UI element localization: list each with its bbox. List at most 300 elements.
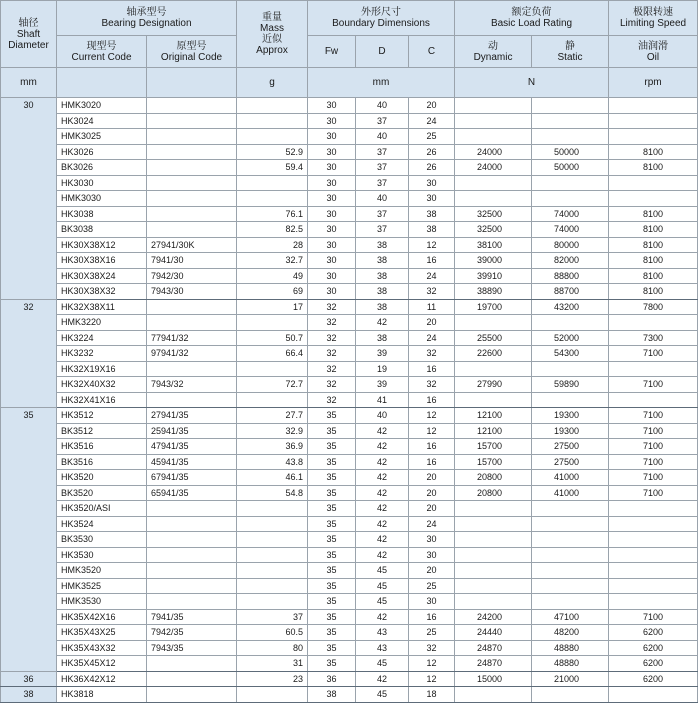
- mass-cell: 72.7: [237, 377, 308, 393]
- mass-cell: 59.4: [237, 160, 308, 176]
- d-cell: 38: [356, 299, 409, 315]
- limiting-speed-cell: 7100: [609, 423, 698, 439]
- d-cell: 42: [356, 423, 409, 439]
- limiting-speed-cell: 8100: [609, 144, 698, 160]
- dynamic-load-cell: 39910: [455, 268, 532, 284]
- mass-cell: [237, 547, 308, 563]
- d-cell: 42: [356, 547, 409, 563]
- mass-cell: [237, 687, 308, 703]
- d-cell: 43: [356, 625, 409, 641]
- original-code-cell: [147, 671, 237, 687]
- c-cell: 38: [409, 222, 455, 238]
- dynamic-load-cell: [455, 501, 532, 517]
- table-row: [1, 237, 698, 253]
- table-row: [1, 206, 698, 222]
- header-dynamic: 动 Dynamic: [455, 36, 532, 68]
- mass-cell: 23: [237, 671, 308, 687]
- header-d: D: [356, 36, 409, 68]
- c-cell: 12: [409, 656, 455, 672]
- d-cell: 37: [356, 222, 409, 238]
- current-code-cell: HK3530: [57, 547, 147, 563]
- limiting-speed-cell: [609, 361, 698, 377]
- current-code-cell: HMK3220: [57, 315, 147, 331]
- c-cell: 30: [409, 175, 455, 191]
- c-cell: 30: [409, 191, 455, 207]
- c-cell: 32: [409, 640, 455, 656]
- current-code-cell: HK35X42X16: [57, 609, 147, 625]
- current-code-cell: HK36X42X12: [57, 671, 147, 687]
- fw-cell: 36: [308, 671, 356, 687]
- original-code-cell: [147, 392, 237, 408]
- table-row: [1, 439, 698, 455]
- fw-cell: 35: [308, 454, 356, 470]
- dynamic-load-cell: 32500: [455, 222, 532, 238]
- mass-cell: 46.1: [237, 470, 308, 486]
- dynamic-load-cell: [455, 392, 532, 408]
- mass-cell: [237, 98, 308, 114]
- original-code-cell: 7943/30: [147, 284, 237, 300]
- d-cell: 43: [356, 640, 409, 656]
- table-row: [1, 501, 698, 517]
- static-load-cell: [532, 594, 609, 610]
- dynamic-load-cell: 15700: [455, 454, 532, 470]
- current-code-cell: HK32X41X16: [57, 392, 147, 408]
- mass-cell: 80: [237, 640, 308, 656]
- dynamic-load-cell: [455, 594, 532, 610]
- fw-cell: 30: [308, 175, 356, 191]
- dynamic-load-cell: 24870: [455, 656, 532, 672]
- table-row: [1, 547, 698, 563]
- original-code-cell: 7941/35: [147, 609, 237, 625]
- fw-cell: 35: [308, 578, 356, 594]
- header-original-code: 原型号 Original Code: [147, 36, 237, 68]
- original-code-cell: 65941/35: [147, 485, 237, 501]
- dynamic-load-cell: 24200: [455, 609, 532, 625]
- current-code-cell: HK3232: [57, 346, 147, 362]
- static-load-cell: 88700: [532, 284, 609, 300]
- static-load-cell: [532, 392, 609, 408]
- c-cell: 24: [409, 268, 455, 284]
- c-cell: 24: [409, 330, 455, 346]
- static-load-cell: [532, 191, 609, 207]
- mass-cell: 17: [237, 299, 308, 315]
- table-row: [1, 609, 698, 625]
- d-cell: 42: [356, 671, 409, 687]
- fw-cell: 35: [308, 656, 356, 672]
- limiting-speed-cell: [609, 129, 698, 145]
- static-load-cell: 27500: [532, 454, 609, 470]
- c-cell: 16: [409, 361, 455, 377]
- table-row: [1, 454, 698, 470]
- mass-cell: 50.7: [237, 330, 308, 346]
- header-unit-n: N: [455, 68, 609, 98]
- dynamic-load-cell: 32500: [455, 206, 532, 222]
- c-cell: 20: [409, 98, 455, 114]
- static-load-cell: 48880: [532, 640, 609, 656]
- current-code-cell: BK3530: [57, 532, 147, 548]
- c-cell: 26: [409, 144, 455, 160]
- dynamic-load-cell: 24440: [455, 625, 532, 641]
- c-cell: 25: [409, 129, 455, 145]
- d-cell: 45: [356, 563, 409, 579]
- header-designation: 轴承型号 Bearing Designation: [57, 1, 237, 36]
- limiting-speed-cell: [609, 563, 698, 579]
- limiting-speed-cell: [609, 175, 698, 191]
- fw-cell: 30: [308, 206, 356, 222]
- header-unit-mm: mm: [1, 68, 57, 98]
- static-load-cell: 59890: [532, 377, 609, 393]
- mass-cell: [237, 191, 308, 207]
- table-row: [1, 268, 698, 284]
- d-cell: 38: [356, 268, 409, 284]
- limiting-speed-cell: 6200: [609, 671, 698, 687]
- original-code-cell: 77941/32: [147, 330, 237, 346]
- original-code-cell: [147, 222, 237, 238]
- d-cell: 45: [356, 656, 409, 672]
- limiting-speed-cell: [609, 501, 698, 517]
- c-cell: 24: [409, 113, 455, 129]
- mass-cell: [237, 516, 308, 532]
- d-cell: 42: [356, 470, 409, 486]
- mass-cell: 66.4: [237, 346, 308, 362]
- dynamic-load-cell: [455, 98, 532, 114]
- d-cell: 40: [356, 191, 409, 207]
- d-cell: 37: [356, 175, 409, 191]
- limiting-speed-cell: 6200: [609, 640, 698, 656]
- c-cell: 25: [409, 578, 455, 594]
- dynamic-load-cell: [455, 547, 532, 563]
- original-code-cell: [147, 361, 237, 377]
- dynamic-load-cell: [455, 129, 532, 145]
- dynamic-load-cell: 22600: [455, 346, 532, 362]
- limiting-speed-cell: [609, 392, 698, 408]
- fw-cell: 35: [308, 501, 356, 517]
- fw-cell: 35: [308, 516, 356, 532]
- table-row: [1, 671, 698, 687]
- limiting-speed-cell: 7100: [609, 454, 698, 470]
- current-code-cell: HK3512: [57, 408, 147, 424]
- limiting-speed-cell: [609, 315, 698, 331]
- c-cell: 16: [409, 439, 455, 455]
- table-row: [1, 315, 698, 331]
- limiting-speed-cell: 7100: [609, 408, 698, 424]
- static-load-cell: [532, 547, 609, 563]
- dynamic-load-cell: 25500: [455, 330, 532, 346]
- static-load-cell: 43200: [532, 299, 609, 315]
- current-code-cell: HK32X38X11: [57, 299, 147, 315]
- limiting-speed-cell: 8100: [609, 222, 698, 238]
- mass-cell: 37: [237, 609, 308, 625]
- limiting-speed-cell: 6200: [609, 625, 698, 641]
- limiting-speed-cell: 7100: [609, 377, 698, 393]
- d-cell: 38: [356, 237, 409, 253]
- fw-cell: 30: [308, 129, 356, 145]
- limiting-speed-cell: 7100: [609, 609, 698, 625]
- fw-cell: 35: [308, 485, 356, 501]
- original-code-cell: 27941/30K: [147, 237, 237, 253]
- header-current-code: 现型号 Current Code: [57, 36, 147, 68]
- dynamic-load-cell: [455, 191, 532, 207]
- table-row: [1, 640, 698, 656]
- table-row: [1, 222, 698, 238]
- static-load-cell: 27500: [532, 439, 609, 455]
- c-cell: 24: [409, 516, 455, 532]
- c-cell: 16: [409, 253, 455, 269]
- table-row: [1, 160, 698, 176]
- fw-cell: 35: [308, 532, 356, 548]
- limiting-speed-cell: 8100: [609, 206, 698, 222]
- current-code-cell: HK3520: [57, 470, 147, 486]
- current-code-cell: BK3512: [57, 423, 147, 439]
- original-code-cell: 67941/35: [147, 470, 237, 486]
- header-static: 静 Static: [532, 36, 609, 68]
- original-code-cell: [147, 206, 237, 222]
- original-code-cell: [147, 594, 237, 610]
- dynamic-load-cell: [455, 516, 532, 532]
- c-cell: 32: [409, 346, 455, 362]
- current-code-cell: HMK3025: [57, 129, 147, 145]
- current-code-cell: HK30X38X32: [57, 284, 147, 300]
- dynamic-load-cell: 15700: [455, 439, 532, 455]
- c-cell: 30: [409, 532, 455, 548]
- current-code-cell: HK3038: [57, 206, 147, 222]
- current-code-cell: HK30X38X24: [57, 268, 147, 284]
- static-load-cell: 21000: [532, 671, 609, 687]
- header-unit-blank: [57, 68, 147, 98]
- table-row: [1, 470, 698, 486]
- dynamic-load-cell: 19700: [455, 299, 532, 315]
- current-code-cell: HK32X40X32: [57, 377, 147, 393]
- current-code-cell: HK30X38X16: [57, 253, 147, 269]
- original-code-cell: 97941/32: [147, 346, 237, 362]
- current-code-cell: HMK3020: [57, 98, 147, 114]
- c-cell: 12: [409, 671, 455, 687]
- fw-cell: 32: [308, 299, 356, 315]
- fw-cell: 32: [308, 377, 356, 393]
- mass-cell: [237, 532, 308, 548]
- static-load-cell: 52000: [532, 330, 609, 346]
- d-cell: 42: [356, 439, 409, 455]
- fw-cell: 35: [308, 609, 356, 625]
- fw-cell: 35: [308, 563, 356, 579]
- static-load-cell: [532, 563, 609, 579]
- c-cell: 20: [409, 315, 455, 331]
- static-load-cell: 19300: [532, 423, 609, 439]
- c-cell: 32: [409, 284, 455, 300]
- limiting-speed-cell: 8100: [609, 160, 698, 176]
- current-code-cell: HK3026: [57, 144, 147, 160]
- static-load-cell: 41000: [532, 470, 609, 486]
- limiting-speed-cell: 7800: [609, 299, 698, 315]
- dynamic-load-cell: 24870: [455, 640, 532, 656]
- d-cell: 40: [356, 98, 409, 114]
- d-cell: 45: [356, 594, 409, 610]
- mass-cell: [237, 361, 308, 377]
- c-cell: 30: [409, 594, 455, 610]
- c-cell: 20: [409, 563, 455, 579]
- fw-cell: 30: [308, 160, 356, 176]
- mass-cell: [237, 315, 308, 331]
- mass-cell: [237, 129, 308, 145]
- header-oil: 油润滑 Oil: [609, 36, 698, 68]
- mass-cell: 32.7: [237, 253, 308, 269]
- static-load-cell: 80000: [532, 237, 609, 253]
- limiting-speed-cell: 7100: [609, 346, 698, 362]
- table-row: [1, 578, 698, 594]
- mass-cell: [237, 113, 308, 129]
- fw-cell: 35: [308, 423, 356, 439]
- table-row: [1, 485, 698, 501]
- c-cell: 20: [409, 501, 455, 517]
- fw-cell: 35: [308, 547, 356, 563]
- table-row: [1, 330, 698, 346]
- header-fw: Fw: [308, 36, 356, 68]
- table-row: [1, 346, 698, 362]
- current-code-cell: HK3030: [57, 175, 147, 191]
- current-code-cell: HK30X38X12: [57, 237, 147, 253]
- dynamic-load-cell: 15000: [455, 671, 532, 687]
- shaft-diameter-cell: 32: [1, 299, 57, 408]
- dynamic-load-cell: 38100: [455, 237, 532, 253]
- original-code-cell: 25941/35: [147, 423, 237, 439]
- d-cell: 40: [356, 129, 409, 145]
- d-cell: 42: [356, 609, 409, 625]
- mass-cell: 69: [237, 284, 308, 300]
- d-cell: 42: [356, 516, 409, 532]
- limiting-speed-cell: 7100: [609, 485, 698, 501]
- fw-cell: 32: [308, 392, 356, 408]
- d-cell: 42: [356, 454, 409, 470]
- limiting-speed-cell: [609, 113, 698, 129]
- limiting-speed-cell: [609, 594, 698, 610]
- fw-cell: 35: [308, 640, 356, 656]
- header-mass: 重量 Mass 近似 Approx: [237, 1, 308, 68]
- original-code-cell: 27941/35: [147, 408, 237, 424]
- mass-cell: [237, 175, 308, 191]
- static-load-cell: 50000: [532, 160, 609, 176]
- limiting-speed-cell: 8100: [609, 284, 698, 300]
- dynamic-load-cell: 12100: [455, 423, 532, 439]
- original-code-cell: [147, 547, 237, 563]
- d-cell: 42: [356, 501, 409, 517]
- fw-cell: 32: [308, 330, 356, 346]
- original-code-cell: [147, 98, 237, 114]
- dynamic-load-cell: [455, 175, 532, 191]
- c-cell: 38: [409, 206, 455, 222]
- dynamic-load-cell: [455, 687, 532, 703]
- limiting-speed-cell: 6200: [609, 656, 698, 672]
- dynamic-load-cell: [455, 113, 532, 129]
- dynamic-load-cell: [455, 315, 532, 331]
- table-row: [1, 253, 698, 269]
- dynamic-load-cell: 39000: [455, 253, 532, 269]
- current-code-cell: BK3520: [57, 485, 147, 501]
- current-code-cell: HK3516: [57, 439, 147, 455]
- d-cell: 39: [356, 346, 409, 362]
- mass-cell: 31: [237, 656, 308, 672]
- d-cell: 37: [356, 160, 409, 176]
- original-code-cell: [147, 315, 237, 331]
- original-code-cell: [147, 299, 237, 315]
- current-code-cell: HMK3530: [57, 594, 147, 610]
- header-unit-blank: [147, 68, 237, 98]
- c-cell: 16: [409, 609, 455, 625]
- current-code-cell: BK3516: [57, 454, 147, 470]
- dynamic-load-cell: 20800: [455, 485, 532, 501]
- static-load-cell: [532, 175, 609, 191]
- c-cell: 26: [409, 160, 455, 176]
- header-dimensions: 外形尺寸 Boundary Dimensions: [308, 1, 455, 36]
- original-code-cell: 45941/35: [147, 454, 237, 470]
- fw-cell: 35: [308, 625, 356, 641]
- fw-cell: 30: [308, 222, 356, 238]
- table-row: [1, 656, 698, 672]
- static-load-cell: 88800: [532, 268, 609, 284]
- fw-cell: 30: [308, 237, 356, 253]
- table-row: [1, 191, 698, 207]
- table-row: [1, 377, 698, 393]
- mass-cell: [237, 594, 308, 610]
- d-cell: 40: [356, 408, 409, 424]
- limiting-speed-cell: [609, 191, 698, 207]
- original-code-cell: [147, 501, 237, 517]
- fw-cell: 30: [308, 253, 356, 269]
- mass-cell: 54.8: [237, 485, 308, 501]
- current-code-cell: HK32X19X16: [57, 361, 147, 377]
- d-cell: 45: [356, 687, 409, 703]
- static-load-cell: 47100: [532, 609, 609, 625]
- static-load-cell: 74000: [532, 206, 609, 222]
- fw-cell: 30: [308, 268, 356, 284]
- d-cell: 37: [356, 113, 409, 129]
- c-cell: 12: [409, 423, 455, 439]
- dynamic-load-cell: 24000: [455, 160, 532, 176]
- fw-cell: 35: [308, 470, 356, 486]
- fw-cell: 35: [308, 439, 356, 455]
- table-row: [1, 594, 698, 610]
- mass-cell: 32.9: [237, 423, 308, 439]
- c-cell: 12: [409, 237, 455, 253]
- dynamic-load-cell: [455, 563, 532, 579]
- mass-cell: 36.9: [237, 439, 308, 455]
- current-code-cell: HK35X43X32: [57, 640, 147, 656]
- table-row: [1, 175, 698, 191]
- mass-cell: [237, 563, 308, 579]
- mass-cell: 43.8: [237, 454, 308, 470]
- current-code-cell: HMK3525: [57, 578, 147, 594]
- dynamic-load-cell: 24000: [455, 144, 532, 160]
- table-row: [1, 408, 698, 424]
- current-code-cell: HK3024: [57, 113, 147, 129]
- d-cell: 42: [356, 532, 409, 548]
- header-limiting-speed: 极限转速 Limiting Speed: [609, 1, 698, 36]
- d-cell: 19: [356, 361, 409, 377]
- limiting-speed-cell: 7100: [609, 470, 698, 486]
- table-row: [1, 144, 698, 160]
- original-code-cell: [147, 563, 237, 579]
- current-code-cell: HMK3030: [57, 191, 147, 207]
- current-code-cell: BK3038: [57, 222, 147, 238]
- dynamic-load-cell: [455, 361, 532, 377]
- static-load-cell: 54300: [532, 346, 609, 362]
- table-row: [1, 129, 698, 145]
- limiting-speed-cell: [609, 516, 698, 532]
- table-row: [1, 532, 698, 548]
- d-cell: 42: [356, 485, 409, 501]
- d-cell: 37: [356, 206, 409, 222]
- mass-cell: 60.5: [237, 625, 308, 641]
- original-code-cell: [147, 144, 237, 160]
